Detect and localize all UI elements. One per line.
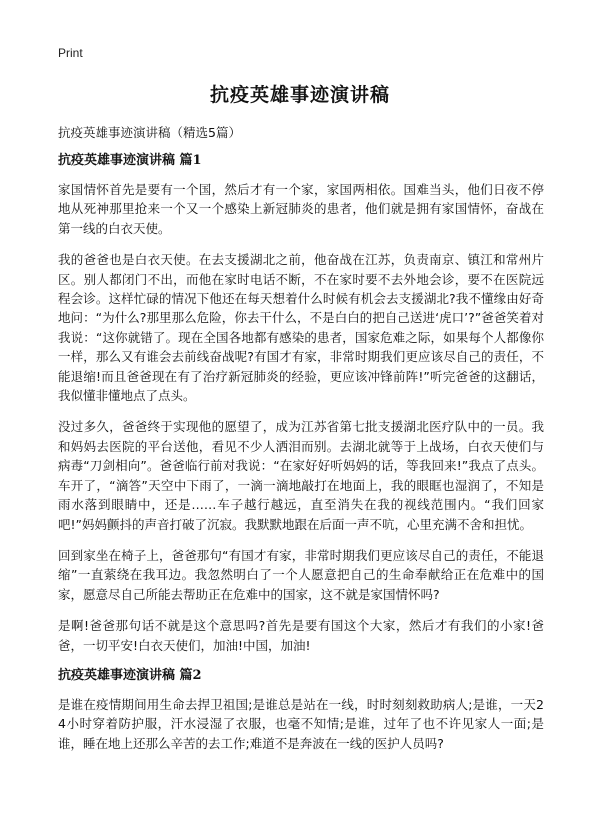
- paragraph: 没过多久，爸爸终于实现他的愿望了，成为江苏省第七批支援湖北医疗队中的一员。我和妈妈去医院的平台送他，看见不少人洒泪而别。去湖北就等于上战场，白衣天使们与病毒“刀剑相向”。爸爸临行前对我说：“在家好好听妈妈的话，等我回来!”我点了点头。车开了，“滴答”天空中下雨了，一滴一滴地敲打在地面上，我的眼眶也湿润了，不知是雨水落到眼睛中，还是……车子越行越远，直至消失在我的视线范围内。“我们回家吧!”妈妈颤抖的声音打破了沉寂。我默默地跟在后面一声不吭，心里充满不舍和担忧。: [58, 419, 544, 532]
- paragraph: 是谁在疫情期间用生命去捍卫祖国;是谁总是站在一线，时时刻刻救助病人;是谁，一天24小时穿着防护服，汗水浸湿了衣服，也毫不知情;是谁，过年了也不许见家人一面;是谁，睡在地上还那么辛苦的去工作;难道不是奔波在一线的医护人员吗?: [58, 696, 544, 751]
- section-heading: 抗疫英雄事迹演讲稿 篇1: [58, 153, 202, 168]
- print-link[interactable]: Print: [58, 46, 83, 60]
- document-subtitle: 抗疫英雄事迹演讲稿（精选5篇）: [58, 125, 241, 140]
- section-heading: 抗疫英雄事迹演讲稿 篇2: [58, 667, 202, 683]
- paragraph: 我的爸爸也是白衣天使。在去支援湖北之前，他奋战在江苏，负责南京、镇江和常州片区。别人都闭门不出，而他在家时电话不断，不在家时要不去外地会诊，要不在医院远程会诊。这样忙碌的情况下他还在每天想着什么时候有机会去支援湖北?我不懂缘由好奇地问：“为什么?那里那么危险，你去干什么，不是白白的把自己送进‘虎口’?”爸爸笑着对我说：“这你就错了。现在全国各地都有感染的患者，国家危难之际，如果每个人都像你一样，那么又有谁会去前线奋战呢?有国才有家，非常时期我们更应该尽自己的责任，不能退缩!而且爸爸现在有了治疗新冠肺炎的经验，更应该冲锋前阵!”听完爸爸的这翻话，我似懂非懂地点了点头。: [58, 252, 544, 404]
- paragraph: 回到家坐在椅子上，爸爸那句“有国才有家，非常时期我们更应该尽自己的责任，不能退缩”一直萦绕在我耳边。我忽然明白了一个人愿意把自己的生命奉献给正在危难中的国家，愿意尽自己所能去帮助正在危难中的国家，这不就是家国情怀吗?: [58, 547, 544, 602]
- section-1: [58, 152, 544, 655]
- document-body: [58, 152, 544, 765]
- paragraph: 是啊!爸爸那句话不就是这个意思吗?首先是要有国这个大家，然后才有我们的小家!爸爸，一切平安!白衣天使们，加油!中国，加油!: [58, 618, 544, 653]
- paragraph: 家国情怀首先是要有一个国，然后才有一个家，家国两相依。国难当头，他们日夜不停地从死神那里抢来一个又一个感染上新冠肺炎的患者，他们就是拥有家国情怀，奋战在第一线的白衣天使。: [58, 182, 544, 236]
- document-title: 抗疫英雄事迹演讲稿: [209, 84, 390, 106]
- section-2: [58, 667, 544, 753]
